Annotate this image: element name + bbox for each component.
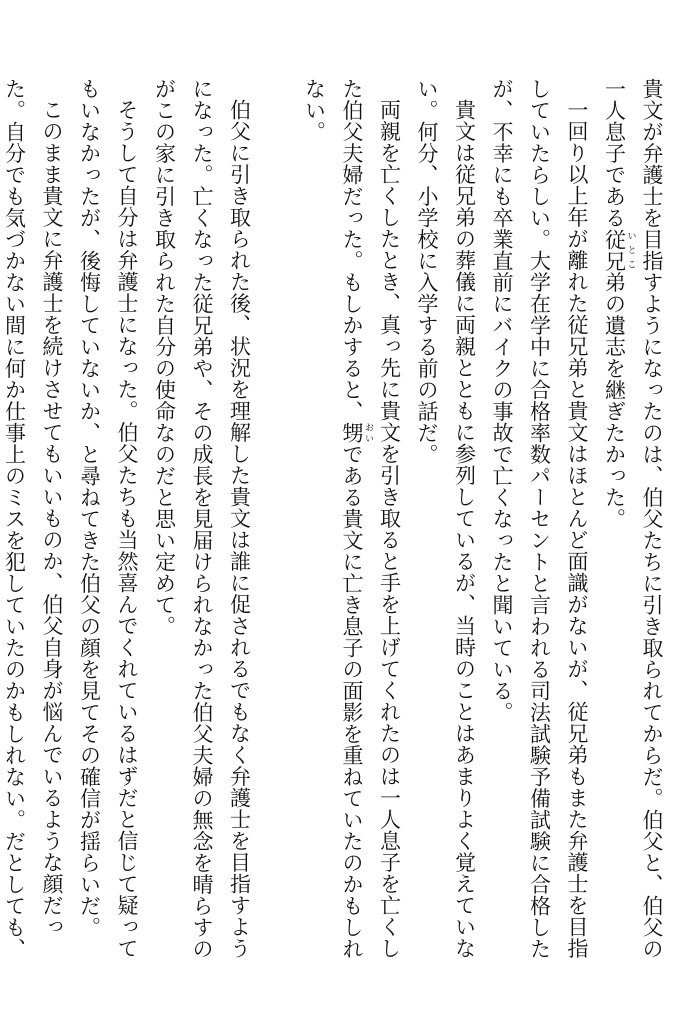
ruby-annotation: 従兄 いとこ [602,228,636,272]
text-run: である貴文に亡き息子の面影を重ねていたのかもしれない。 [302,78,364,960]
text-run: 一回り以上年が離れた従兄弟と貴文はほとんど面識がないが、従兄弟もまた弁護士を目指していたらしい。大学在学中に合格率数パーセントと言われる司法試験予備試験に合格したが、不幸にも卒業直前にバイクの事故で亡くなったと聞いている。 [490,78,589,960]
paragraph-p4 [295,78,408,968]
paragraph-p2 [483,78,596,968]
text-run: 貴文は従兄弟の葬儀に両親とともに参列しているが、当時のことはあまりよく覚えていない。何分、小学校に入学する前の話だ。 [415,78,477,959]
paragraph-p6 [70,78,145,968]
paragraph-p1 [595,78,670,968]
text-run: このまま貴文に弁護士を続けさせてもいいものか、伯父自身が悩んでいるような顔だった。自分でも気づかない間に何か仕事上のミスを犯していたのかもしれない。だとしても、 [2,78,64,960]
text-run: 両親を亡くしたとき、真っ先に貴文を引き取ると手を上げてくれたのは一人息子を亡くした伯父夫婦だった。もしかすると、 [340,78,402,959]
paragraph-p3 [408,78,483,968]
text-run: 貴文が弁護士を目指すようになったのは、伯父たちに引き取られてからだ。伯父と、伯父の一人息子である [602,78,664,960]
text-run: 弟の遺志を継ぎたかった。 [602,271,627,530]
vertical-text-body [2,78,670,968]
paragraph-p5 [145,78,258,968]
paragraph-p7 [0,78,70,968]
text-run: 伯父に引き取られた後、状況を理解した貴文は誰に促されるでもなく弁護士を目指すようになった。亡くなった従兄弟や、その成長を見届けられなかった伯父夫婦の無念を晴らすのがこの家に引き取られた自分の使命なのだと思い定めて。 [152,78,252,960]
text-run: そうして自分は弁護士になった。伯父たちも当然喜んでくれているはずだと信じて疑ってもいなかったが、後悔していないか、と尋ねてきた伯父の顔を見てその確信が揺らいだ。 [77,78,139,959]
ruby-annotation: 甥 おい [340,422,373,444]
